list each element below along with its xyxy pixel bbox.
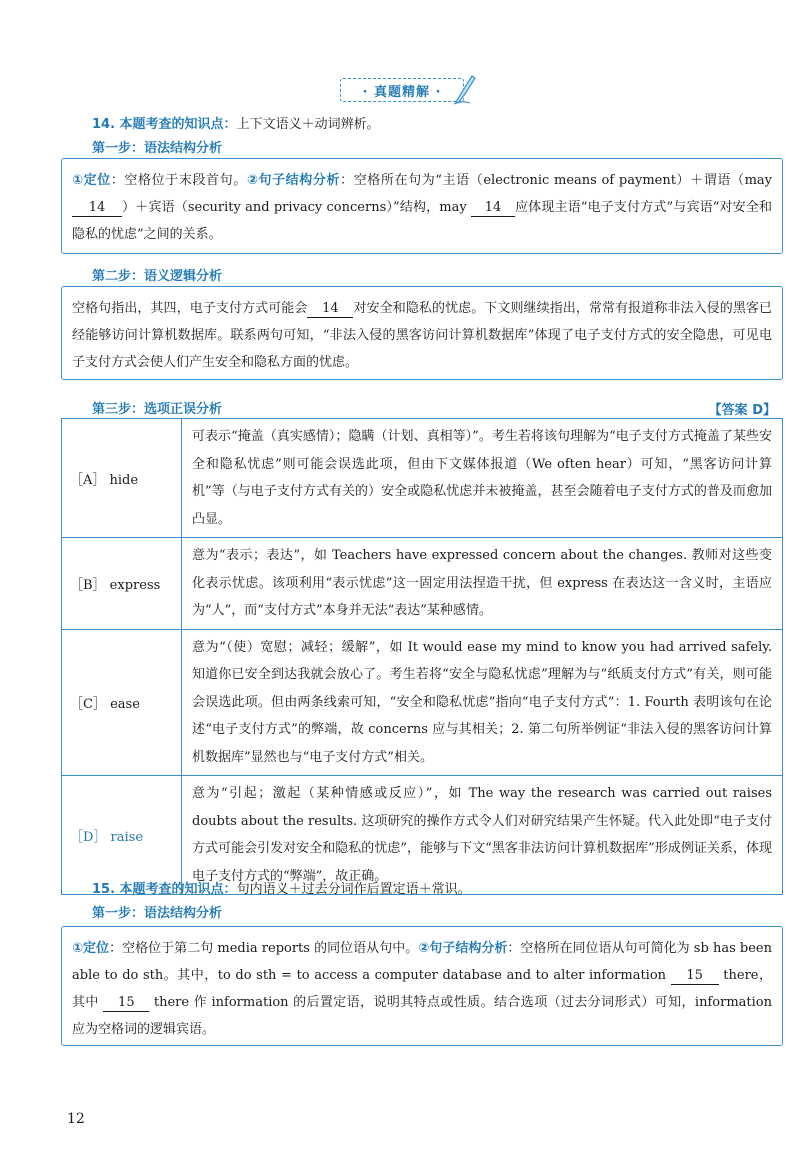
q15-heading-text: 句内语义＋过去分词作后置定语＋常识。 xyxy=(236,882,471,897)
answer-blank: 14 xyxy=(307,301,353,318)
structure-text-1: ：空格所在句为“主语（electronic means of payment）＋谓语（may xyxy=(340,173,772,188)
q14-heading xyxy=(92,113,380,132)
option-label: ［C］ ease xyxy=(62,629,182,776)
q14-step1-title: 第一步：语法结构分析 xyxy=(92,141,223,156)
locate-text: ：空格位于末段首句。 xyxy=(110,173,247,188)
q14-step2-title: 第二步：语义逻辑分析 xyxy=(92,269,223,284)
option-row xyxy=(62,538,783,630)
q14-step1-box xyxy=(61,158,783,254)
q15-step1-title: 第一步：语法结构分析 xyxy=(92,906,223,921)
answer-blank: 15 xyxy=(671,968,719,985)
q14-heading-text: 上下文语义＋动词辨析。 xyxy=(236,117,380,132)
answer-blank: 14 xyxy=(72,200,122,217)
option-row xyxy=(62,419,783,538)
q14-heading-label: 14. 本题考查的知识点： xyxy=(92,117,237,132)
q14-step2-box xyxy=(61,286,783,380)
page-number: 12 xyxy=(67,1111,85,1127)
option-explanation: 意为“表示；表达”，如 Teachers have expressed concern about the changes. 教师对这些变化表示忧虑。该项利用“表示忧虑”这一固定用法捏造干扰，但 express 在表达这一含义时，主语应为“人”，而“支付方式”本身并无法“表达”某种感情。 xyxy=(182,538,783,630)
structure-text-1: ：空格所在同位语从句可简化为 sb has been able to do sth。其中，to do sth = to access a computer database and to alter information xyxy=(72,941,772,983)
option-row xyxy=(62,776,783,895)
logic-text-1: 空格句指出，其四，电子支付方式可能会 xyxy=(72,301,308,316)
option-row xyxy=(62,629,783,776)
answer-badge: 【答案 D】 xyxy=(708,403,776,418)
structure-text-3: 应体现主语“电子支付方式”与宾语“对安全和隐私的忧虑”之间的关系。 xyxy=(72,200,772,242)
q14-step3-title: 第三步：选项正误分析 xyxy=(92,402,223,417)
locate-text: ：空格位于第二句 media reports 的同位语从句中。 xyxy=(109,941,419,956)
structure-label: ②句子结构分析 xyxy=(246,173,341,188)
section-banner: · 真题精解 · xyxy=(340,78,464,102)
answer-blank: 15 xyxy=(103,995,149,1012)
option-explanation: 意为“（使）宽慰；减轻；缓解”，如 It would ease my mind to know you had arrived safely. 知道你已安全到达我就会放心了。考生若将“安全与隐私忧虑”理解为与“纸质支付方式”有关，则可能会误选此项。但由两条线索可知，“安全和隐私忧虑”指向“电子支付方式”：1. Fourth 表明该句在论述“电子支付方式”的弊端，故 concerns 应与其相关；2. 第二句所举例证“非法入侵的黑客访问计算机数据库”显然也与“电子支付方式”相关。 xyxy=(182,629,783,776)
locate-label: ①定位 xyxy=(72,941,110,956)
pen-decoration-icon xyxy=(452,72,478,106)
q15-step1-box xyxy=(61,926,783,1046)
structure-text-2: there，其中 xyxy=(72,968,772,1010)
q15-heading-label: 15. 本题考查的知识点： xyxy=(92,882,237,897)
options-table xyxy=(61,418,783,895)
structure-text-2: ）＋宾语（security and privacy concerns）”结构，may xyxy=(122,200,467,215)
structure-label: ②句子结构分析 xyxy=(418,941,508,956)
locate-label: ①定位 xyxy=(72,173,111,188)
option-label: ［A］ hide xyxy=(62,419,182,538)
option-explanation: 可表示“掩盖（真实感情）；隐瞒（计划、真相等）”。考生若将该句理解为“电子支付方式掩盖了某些安全和隐私忧虑”则可能会误选此项，但由下文媒体报道（We often hear）可知，“黑客访问计算机”等（与电子支付方式有关的）安全或隐私忧虑并未被掩盖，甚至会随着电子支付方式的普及而愈加凸显。 xyxy=(182,419,783,538)
q15-heading xyxy=(92,878,471,897)
option-label: ［B］ express xyxy=(62,538,182,630)
answer-blank: 14 xyxy=(471,200,515,217)
option-explanation: 意为“引起；激起（某种情感或反应）”，如 The way the research was carried out raises doubts about the results. 这项研究的操作方式令人们对研究结果产生怀疑。代入此处即“电子支付方式可能会引发对安全和隐私的忧虑”，能够与下文“黑客非法访问计算机数据库”形成例证关系，体现电子支付方式的“弊端”，故正确。 xyxy=(182,776,783,895)
logic-text-2: 对安全和隐私的忧虑。下文则继续指出，常常有报道称非法入侵的黑客已经能够访问计算机数据库。联系两句可知，“非法入侵的黑客访问计算机数据库”体现了电子支付方式的安全隐患，可见电子支付方式会使人们产生安全和隐私方面的忧虑。 xyxy=(72,301,772,370)
structure-text-3: there 作 information 的后置定语，说明其特点或性质。结合选项（过去分词形式）可知，information 应为空格词的逻辑宾语。 xyxy=(72,995,772,1037)
option-label-correct: ［D］ raise xyxy=(62,776,182,895)
